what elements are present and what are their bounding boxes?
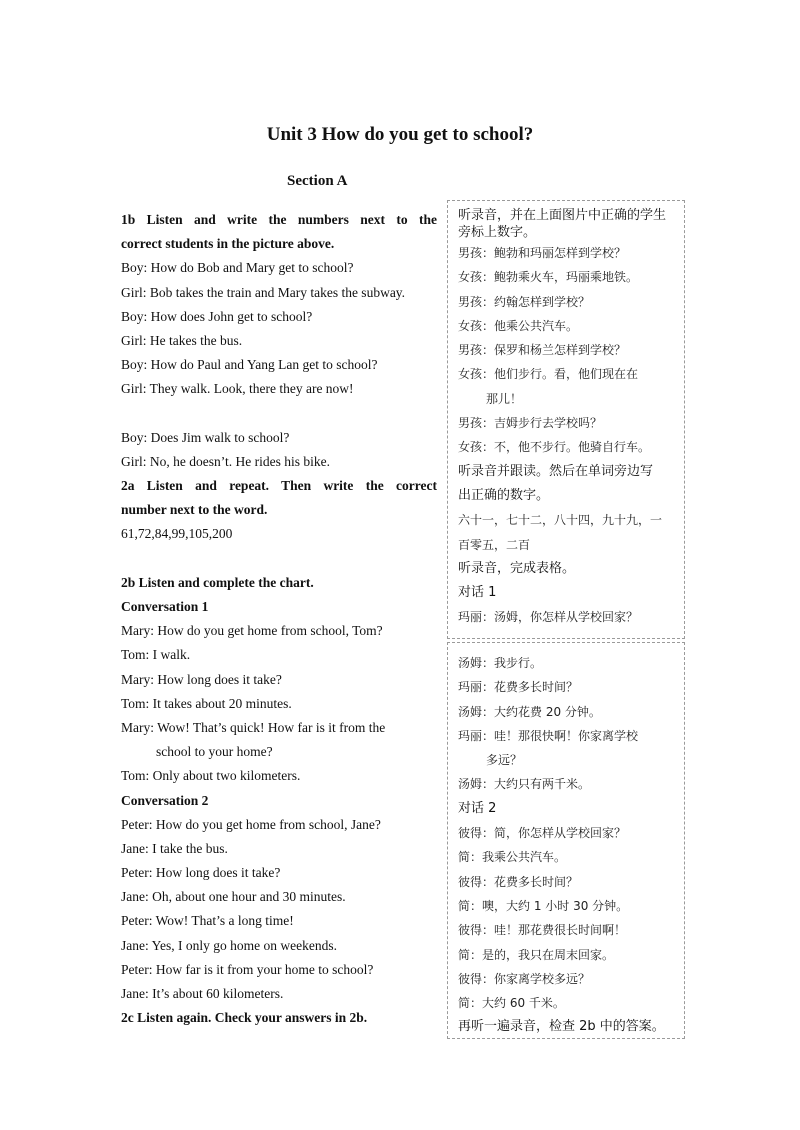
instruction-text: 听录音，并在上面图片中正确的学生旁标上数字。	[458, 208, 667, 240]
number-words: 百零五，二百	[458, 537, 531, 552]
translation-line: 汤姆：大约只有两千米。	[458, 777, 591, 792]
dialogue-line: Girl: No, he doesn’t. He rides his bike.	[121, 453, 330, 469]
dialogue-line-cont: school to your home?	[156, 744, 273, 760]
heading-2a: 2a Listen and repeat. Then write the correct	[121, 478, 437, 494]
translation-line: 彼得：哇！那花费很长时间啊！	[458, 923, 627, 938]
translation-line: 女孩：不，他不步行。他骑自行车。	[458, 440, 651, 455]
translation-line: 玛丽：汤姆，你怎样从学校回家？	[458, 610, 639, 625]
dialogue-line: Girl: They walk. Look, there they are now!	[121, 381, 354, 397]
dialogue-line: Boy: How do Paul and Yang Lan get to school?	[121, 357, 378, 373]
dialogue-2-title: 对话 2	[458, 800, 497, 816]
dialogue-line: Boy: How does John get to school?	[121, 308, 313, 324]
translation-line: 男孩：保罗和杨兰怎样到学校？	[458, 343, 627, 358]
translation-line: 彼得：你家离学校多远？	[458, 971, 591, 986]
english-text-column	[121, 208, 437, 1030]
section-heading: Section A	[287, 173, 348, 189]
dialogue-line: Peter: How long does it take?	[121, 865, 281, 881]
dialogue-line: Tom: It takes about 20 minutes.	[121, 695, 292, 711]
translation-line: 女孩：他乘公共汽车。	[458, 318, 579, 333]
dialogue-line: Jane: Oh, about one hour and 30 minutes.	[121, 889, 346, 905]
number-words: 六十一，七十二，八十四，九十九，一	[458, 513, 663, 528]
spacer	[121, 402, 437, 426]
translation-line-cont: 那儿！	[486, 391, 523, 406]
translation-line: 汤姆：大约花费 20 分钟。	[458, 704, 601, 719]
spacer	[121, 547, 437, 571]
dialogue-line: Jane: Yes, I only go home on weekends.	[121, 937, 337, 953]
instruction-text: 再听一遍录音，检查 2b 中的答案。	[458, 1019, 665, 1035]
translation-line: 彼得：简，你怎样从学校回家？	[458, 826, 627, 841]
dialogue-line: Jane: It’s about 60 kilometers.	[121, 986, 284, 1001]
translation-line: 简：大约 60 千米。	[458, 996, 565, 1011]
translation-line: 男孩：吉姆步行去学校吗？	[458, 416, 603, 431]
instruction-text: 出正确的数字。	[458, 487, 550, 503]
dialogue-line: Mary: Wow! That’s quick! How far is it from the	[121, 719, 386, 735]
translation-box-2	[447, 642, 685, 1039]
dialogue-line: Tom: I walk.	[121, 647, 191, 663]
heading-2a-cont: number next to the word.	[121, 502, 268, 518]
translation-line: 简：噢，大约 1 小时 30 分钟。	[458, 898, 629, 913]
dialogue-line: Jane: I take the bus.	[121, 840, 228, 856]
dialogue-line: Girl: He takes the bus.	[121, 332, 243, 348]
translation-line: 简：我乘公共汽车。	[458, 850, 567, 865]
heading-2b: 2b Listen and complete the chart.	[121, 574, 314, 590]
translation-line: 简：是的，我只在周末回家。	[458, 947, 615, 962]
translation-line: 男孩：鲍勃和玛丽怎样到学校？	[458, 246, 627, 260]
dialogue-line: Peter: How do you get home from school, Jane?	[121, 816, 381, 832]
heading-1b: 1b Listen and write the numbers next to the	[121, 212, 437, 227]
instruction-text: 听录音，完成表格。	[458, 560, 576, 576]
dialogue-line: Boy: How do Bob and Mary get to school?	[121, 260, 354, 276]
dialogue-line: Mary: How do you get home from school, Tom?	[121, 623, 383, 639]
dialogue-line: Peter: How far is it from your home to school?	[121, 961, 374, 977]
translation-line-cont: 多远？	[486, 753, 523, 768]
dialogue-line: Mary: How long does it take?	[121, 671, 282, 687]
heading-2c: 2c Listen again. Check your answers in 2b.	[121, 1010, 368, 1026]
dialogue-line: Girl: Bob takes the train and Mary takes the subway.	[121, 284, 406, 300]
page-title: Unit 3 How do you get to school?	[266, 124, 534, 145]
dialogue-line: Boy: Does Jim walk to school?	[121, 429, 290, 445]
translation-line: 汤姆：我步行。	[458, 656, 543, 670]
translation-line: 玛丽：哇！那很快啊！你家离学校	[458, 728, 639, 743]
conversation-2-title: Conversation 2	[121, 792, 209, 808]
dialogue-line: Tom: Only about two kilometers.	[121, 768, 301, 784]
number-list: 61,72,84,99,105,200	[121, 526, 233, 542]
translation-line: 女孩：鲍勃乘火车，玛丽乘地铁。	[458, 270, 639, 285]
dialogue-line: Peter: Wow! That’s a long time!	[121, 913, 294, 929]
translation-line: 男孩：约翰怎样到学校？	[458, 294, 591, 309]
translation-line: 玛丽：花费多长时间？	[458, 680, 579, 695]
heading-1b-cont: correct students in the picture above.	[121, 236, 335, 252]
instruction-text: 听录音并跟读。然后在单词旁边写	[458, 463, 654, 479]
conversation-1-title: Conversation 1	[121, 599, 209, 614]
dialogue-1-title: 对话 1	[458, 585, 497, 601]
translation-line: 彼得：花费多长时间？	[458, 874, 579, 889]
translation-box-1	[447, 200, 685, 639]
translation-line: 女孩：他们步行。看，他们现在在	[458, 367, 639, 382]
